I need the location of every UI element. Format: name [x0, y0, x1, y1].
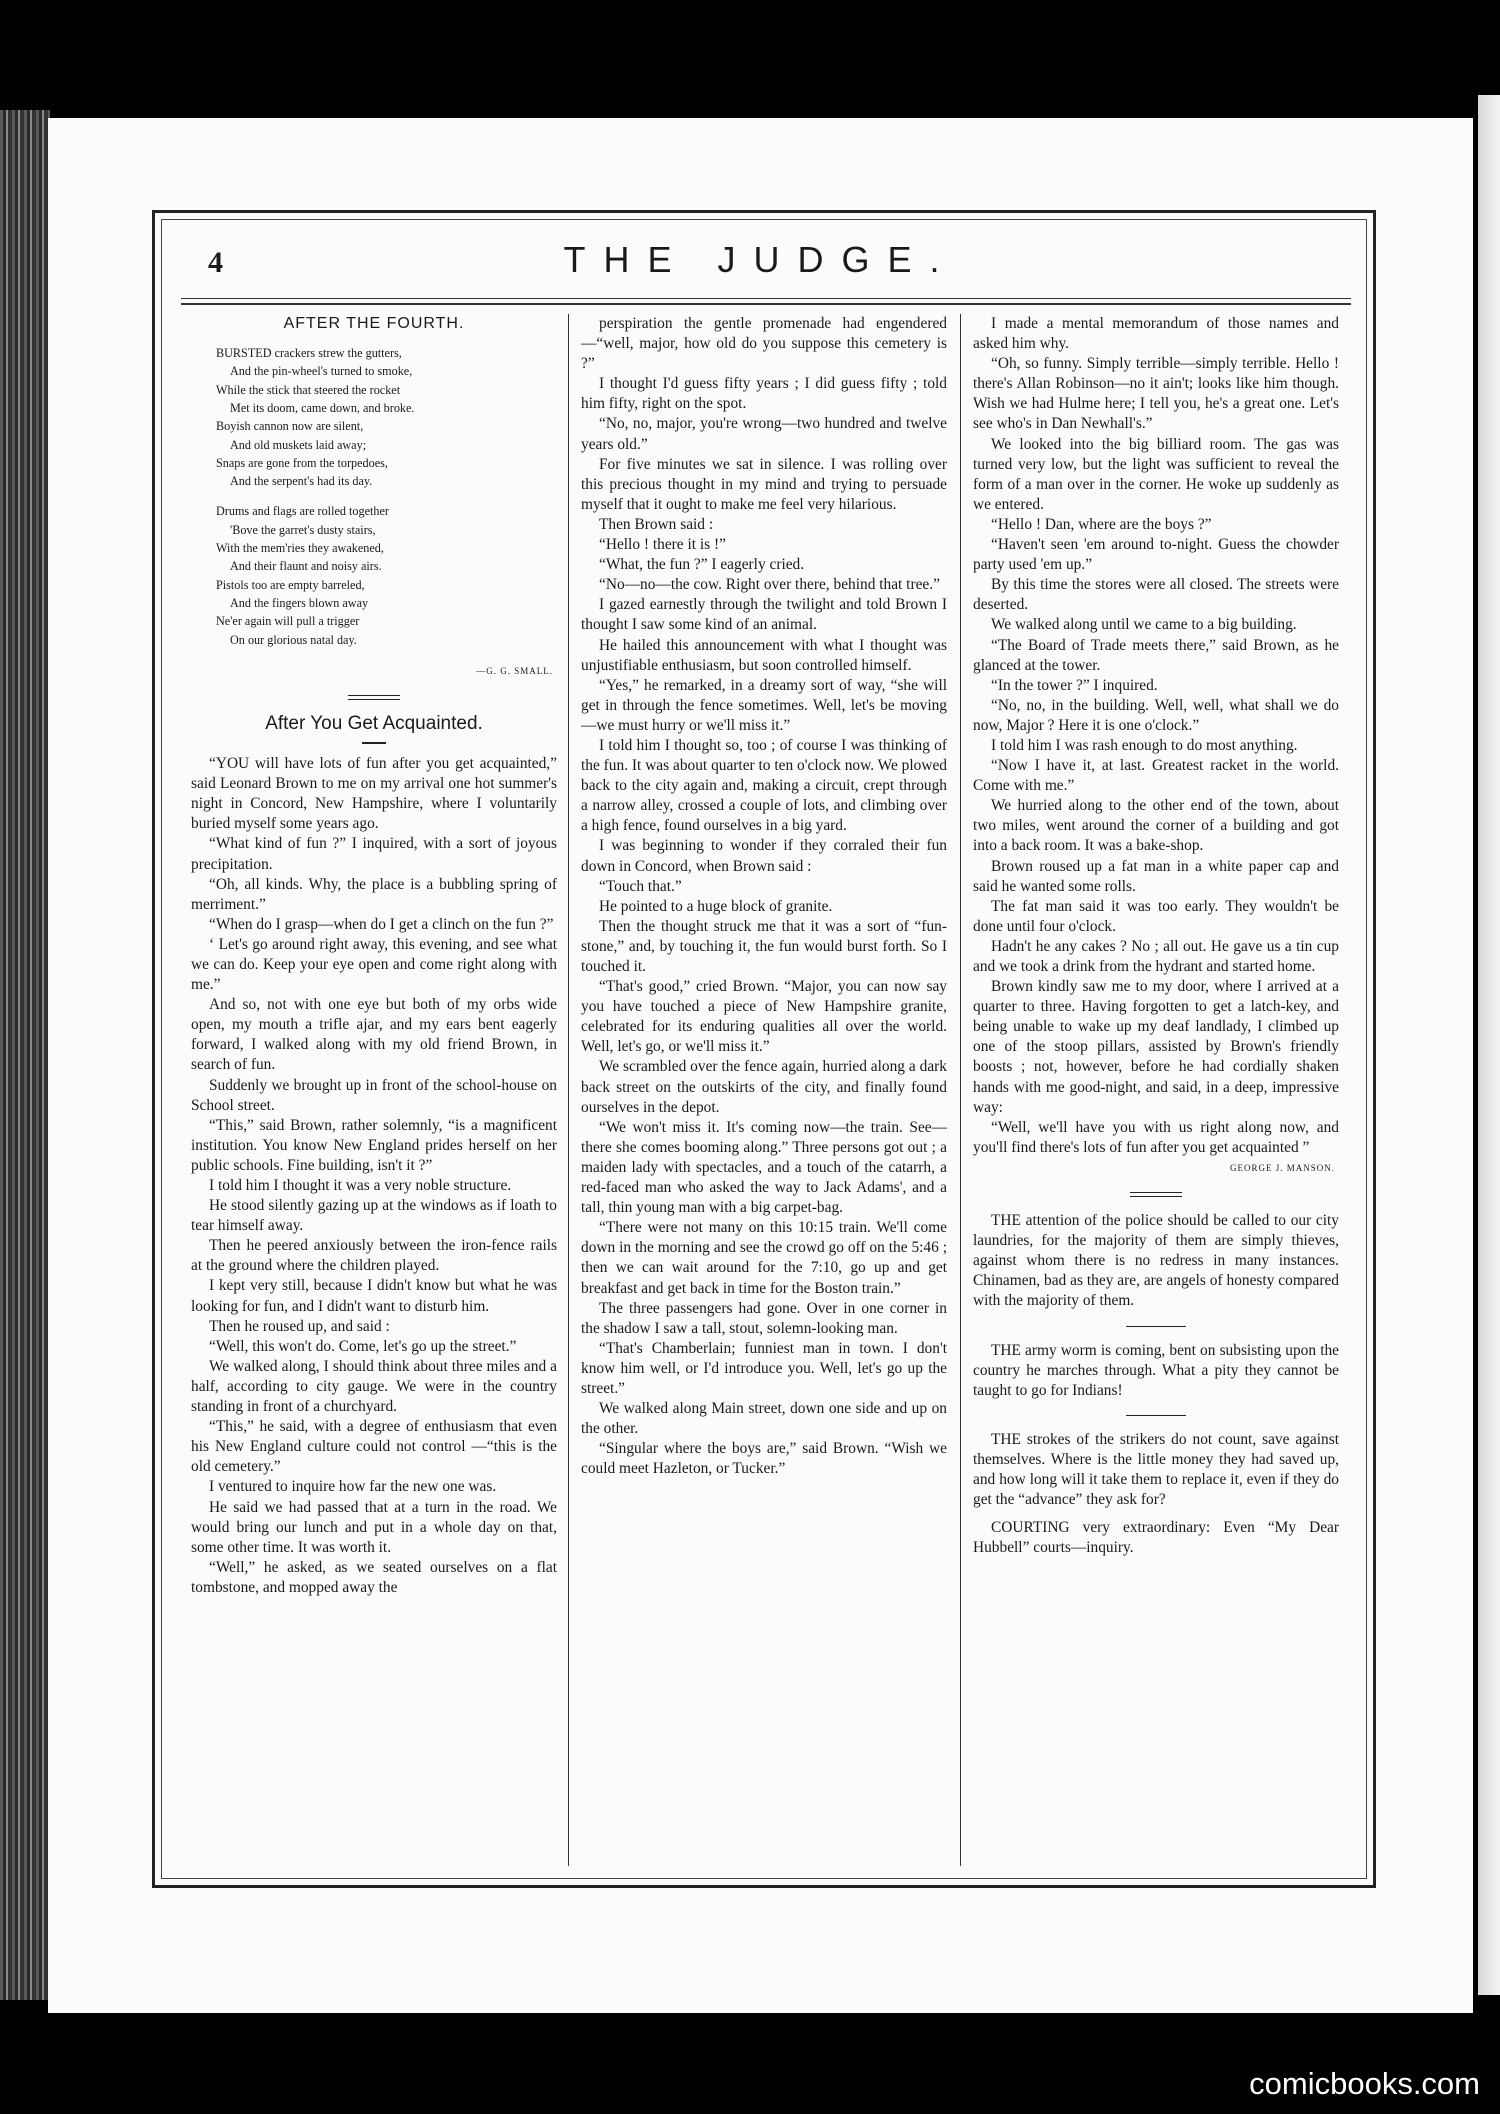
poem-author: —G. G. SMALL.: [476, 665, 553, 676]
story-paragraph: “That's good,” cried Brown. “Major, you can now say you have touched a piece of New Hampshire granite, celebrated for its enduring qualities all over the world. Well, let's go, or we'll miss it.”: [581, 978, 947, 1056]
column-1: [191, 314, 557, 1598]
story-paragraph: I told him I thought so, too ; of course I was thinking of the fun. It was about quarter to ten o'clock now. We plowed back to the city again and, making a circuit, crept through a narrow alley, crossed a couple of lots, and climbing over a high fence, found ourselves in a big yard.: [581, 736, 947, 835]
story-paragraph: Then he roused up, and said :: [209, 1317, 390, 1335]
story-paragraph: “No, no, in the building. Well, well, what shall we do now, Major ? Here it is one o'clock.”: [973, 696, 1339, 734]
story-paragraph: I gazed earnestly through the twilight and told Brown I thought I saw some kind of an animal.: [581, 596, 947, 634]
story-paragraph: I thought I'd guess fifty years ; I did guess fifty ; told him fifty, right on the spot.: [581, 375, 947, 413]
story-paragraph: We walked along, I should think about three miles and a half, according to city gauge. We were in the country standing in front of a churchyard.: [191, 1357, 557, 1416]
story-paragraph: “That's Chamberlain; funniest man in town. I don't know him well, or I'd introduce you. Well, let's go up the street.”: [581, 1339, 947, 1397]
item-rule: [1126, 1326, 1186, 1327]
poem-line: And the fingers blown away: [230, 595, 369, 610]
story-paragraph: “Singular where the boys are,” said Brown. “Wish we could meet Hazleton, or Tucker.”: [581, 1440, 947, 1478]
story-paragraph: Then Brown said :: [599, 515, 714, 533]
poem-line: Pistols too are empty barreled,: [216, 577, 365, 592]
story-paragraph: “Oh, so funny. Simply terrible—simply terrible. Hello ! there's Allan Robinson—no it ain't; looks like him though. Wish we had Hulme here; I tell you, he's a great one. Let's see who's in Dan Newhall's.”: [973, 355, 1339, 433]
story-paragraph: “Haven't seen 'em around to-night. Guess the chowder party used 'em up.”: [973, 536, 1339, 574]
story-paragraphs: [973, 314, 1339, 1158]
poem-line: And the serpent's had its day.: [230, 474, 373, 489]
story-paragraph: Brown kindly saw me to my door, where I arrived at a quarter to three. Having forgotten to get a latch-key, and being unable to wake up my deaf landlady, I climbed up one of the stoop pillars, assisted by Brown's friendly boosts ; not, however, before he had cordially shaken hands with me good-night, and said, in a deep, impressive way:: [973, 978, 1339, 1116]
story-paragraph: “When do I grasp—when do I get a clinch on the fun ?”: [209, 915, 554, 933]
story-paragraphs: [581, 314, 947, 1479]
story-paragraph: The three passengers had gone. Over in one corner in the shadow I saw a tall, stout, solemn-looking man.: [581, 1299, 947, 1337]
story-paragraph: “This,” he said, with a degree of enthusiasm that even his New England culture could not control —“this is the old cemetery.”: [191, 1418, 557, 1476]
paragraph-item: THE attention of the police should be called to our city laundries, for the majority of them are simply thieves, against whom there is no redress in many instances. Chinamen, bad as they are, are angels of honesty compared with the majority of them.: [973, 1212, 1339, 1310]
story-paragraph: “Well, this won't do. Come, let's go up the street.”: [209, 1337, 517, 1355]
story-paragraph: “Now I have it, at last. Greatest racket in the world. Come with me.”: [973, 757, 1339, 795]
masthead-title: THE JUDGE.: [563, 239, 958, 280]
poem-line: And the pin-wheel's turned to smoke,: [230, 364, 413, 379]
poem-line: Met its doom, came down, and broke.: [230, 400, 415, 415]
story-paragraph: I told him I thought it was a very noble structure.: [209, 1177, 512, 1194]
poem-line: And their flaunt and noisy airs.: [230, 559, 382, 574]
story-paragraph: I kept very still, because I didn't know but what he was looking for fun, and I didn't want to disturb him.: [191, 1277, 557, 1315]
story-paragraph: “Hello ! Dan, where are the boys ?”: [991, 515, 1212, 533]
story-paragraph: I ventured to inquire how far the new one was.: [209, 1478, 497, 1496]
story-paragraph: We hurried along to the other end of the town, about two miles, went around the corner of a building and got into a back room. It was a bake-shop.: [973, 797, 1339, 855]
poem-line: On our glorious natal day.: [230, 632, 357, 647]
next-page-edge: [1478, 95, 1500, 1995]
story-paragraph: “The Board of Trade meets there,” said Brown, as he glanced at the tower.: [973, 636, 1339, 674]
story-paragraph: “Hello ! there it is !”: [599, 536, 726, 554]
title-dash: [362, 742, 386, 744]
story-paragraph: We scrambled over the fence again, hurried along a dark back street on the outskirts of the city, and finally found ourselves in the depot.: [581, 1058, 947, 1116]
story-paragraph: And so, not with one eye but both of my orbs wide open, my mouth a trifle ajar, and my ears bent eagerly forward, I walked along with my old friend Brown, in search of fun.: [191, 996, 557, 1074]
story-paragraph: “No, no, major, you're wrong—two hundred and twelve years old.”: [581, 415, 947, 453]
story-paragraph: By this time the stores were all closed. The streets were deserted.: [973, 576, 1339, 614]
poem-line: While the stick that steered the rocket: [216, 382, 401, 397]
story-paragraph: The fat man said it was too early. They wouldn't be done until four o'clock.: [973, 897, 1339, 935]
paragraph-item: COURTING very extraordinary: Even “My Dear Hubbell” courts—inquiry.: [973, 1519, 1339, 1557]
story-paragraph: Brown roused up a fat man in a white paper cap and said he wanted some rolls.: [973, 857, 1339, 895]
story-paragraphs: [191, 754, 557, 1598]
poem-line: BURSTED crackers strew the gutters,: [216, 346, 402, 361]
poem-line: Drums and flags are rolled together: [216, 504, 389, 519]
watermark: comicbooks.com: [1249, 2066, 1480, 2101]
item-rule: [1126, 1415, 1186, 1416]
story-author: GEORGE J. MANSON.: [1229, 1162, 1335, 1173]
story-paragraph: “YOU will have lots of fun after you get acquainted,” said Leonard Brown to me on my arrival one hot summer's night in Concord, New Hampshire, where I voluntarily buried myself some years ago.: [191, 755, 557, 833]
section-rule: [348, 695, 400, 700]
column-3: [973, 314, 1339, 1558]
story-paragraph: We walked along until we came to a big building.: [991, 616, 1297, 634]
story-paragraph: “In the tower ?” I inquired.: [991, 676, 1158, 694]
section-rule: [1130, 1192, 1182, 1197]
poem-stanza: [216, 502, 557, 648]
story-paragraph: “Yes,” he remarked, in a dreamy sort of way, “she will get in through the fence sometimes. Well, let's be moving—we must hurry or we'll miss it.”: [581, 676, 947, 734]
story-paragraph: Hadn't he any cakes ? No ; all out. He gave us a tin cup and we took a drink from the hydrant and started home.: [973, 937, 1339, 975]
story-paragraph: We walked along Main street, down one side and up on the other.: [581, 1400, 947, 1438]
story-paragraph: I made a mental memorandum of those names and asked him why.: [973, 315, 1339, 353]
story-paragraph: “What, the fun ?” I eagerly cried.: [599, 556, 805, 574]
story-paragraph: “Touch that.”: [599, 877, 682, 895]
poem-line: And old muskets laid away;: [230, 437, 367, 452]
story-paragraph: We looked into the big billiard room. The gas was turned very low, but the light was sufficient to reveal the form of a man over in the corner. He woke up suddenly as we entered.: [973, 435, 1339, 513]
story-paragraph: He stood silently gazing up at the windows as if loath to tear himself away.: [191, 1197, 557, 1235]
page-paper: [48, 118, 1473, 2013]
story-paragraph: Suddenly we brought up in front of the school-house on School street.: [191, 1076, 557, 1114]
poem-line: With the mem'ries they awakened,: [216, 541, 384, 556]
story-paragraph: “We won't miss it. It's coming now—the train. See—there she comes booming along.” Three persons got out ; a maiden lady with spectacles, and a touch of the catarrh, a red-faced man who asked the way to Jack Adams', and a tall, thin young man with a big carpet-bag.: [581, 1118, 947, 1217]
story-paragraph: “Well, we'll have you with us right along now, and you'll find there's lots of fun after you get acquainted ”: [973, 1118, 1339, 1156]
story-paragraph: “What kind of fun ?” I inquired, with a sort of joyous precipitation.: [191, 835, 557, 873]
story-title: After You Get Acquainted.: [265, 712, 483, 734]
poem-line: Snaps are gone from the torpedoes,: [216, 455, 388, 470]
story-paragraph: For five minutes we sat in silence. I was rolling over this precious thought in my mind and trying to persuade myself that it ought to make me feel very hilarious.: [581, 455, 947, 513]
header-rule: [181, 298, 1351, 299]
poem-line: 'Bove the garret's dusty stairs,: [230, 522, 376, 537]
book-spine: [0, 110, 50, 2000]
story-paragraph: Then the thought struck me that it was a sort of “fun-stone,” and, by touching it, the fun would burst forth. So I touched it.: [581, 917, 947, 975]
poem-title: AFTER THE FOURTH.: [283, 315, 465, 332]
poem-line: Ne'er again will pull a trigger: [216, 614, 360, 629]
story-paragraph: “Well,” he asked, as we seated ourselves on a flat tombstone, and mopped away the: [191, 1558, 557, 1596]
column-divider: [960, 314, 961, 1866]
story-paragraph: “There were not many on this 10:15 train. We'll come down in the morning and see the crowd go off on the 5:46 ; then we can wait around for the 7:10, go up and get breakfast and get back in time for the Boston train.”: [581, 1219, 947, 1297]
story-paragraph: “No—no—the cow. Right over there, behind that tree.”: [599, 576, 940, 594]
poem-stanza: [216, 344, 557, 490]
header-rule-thick: [181, 303, 1351, 305]
story-paragraph: “Oh, all kinds. Why, the place is a bubbling spring of merriment.”: [191, 875, 557, 913]
story-paragraph: Then he peered anxiously between the iron-fence rails at the ground where the children played.: [191, 1237, 557, 1275]
story-paragraph: He said we had passed that at a turn in the road. We would bring our lunch and put in a whole day on that, some other time. It was worth it.: [191, 1498, 557, 1556]
story-paragraph: ‘ Let's go around right away, this evening, and see what we can do. Keep your eye open and come right along with me.”: [191, 935, 557, 994]
page-number: 4: [208, 246, 223, 279]
story-paragraph: He hailed this announcement with what I thought was unjustifiable enthusiasm, but soon controlled himself.: [581, 636, 947, 674]
poem-line: Boyish cannon now are silent,: [216, 419, 364, 434]
story-paragraph: perspiration the gentle promenade had engendered—“well, major, how old do you suppose this cemetery is ?”: [581, 315, 947, 373]
story-paragraph: I told him I was rash enough to do most anything.: [991, 736, 1298, 754]
paragraph-item: THE strokes of the strikers do not count, save against themselves. Where is the little money they had saved up, and how long will it take them to replace it, even if they do get the “advance” they ask for?: [973, 1430, 1339, 1509]
story-paragraph: He pointed to a huge block of granite.: [599, 897, 833, 915]
column-2: [581, 314, 947, 1479]
story-paragraph: “This,” said Brown, rather solemnly, “is a magnificent institution. You know New England prides herself on her public schools. Fine building, isn't it ?”: [191, 1116, 557, 1174]
paragraph-item: THE army worm is coming, bent on subsisting upon the country he marches through. What a pity they cannot be taught to go for Indians!: [973, 1341, 1339, 1399]
story-paragraph: I was beginning to wonder if they corraled their fun down in Concord, when Brown said :: [581, 837, 947, 875]
column-divider: [568, 314, 569, 1866]
